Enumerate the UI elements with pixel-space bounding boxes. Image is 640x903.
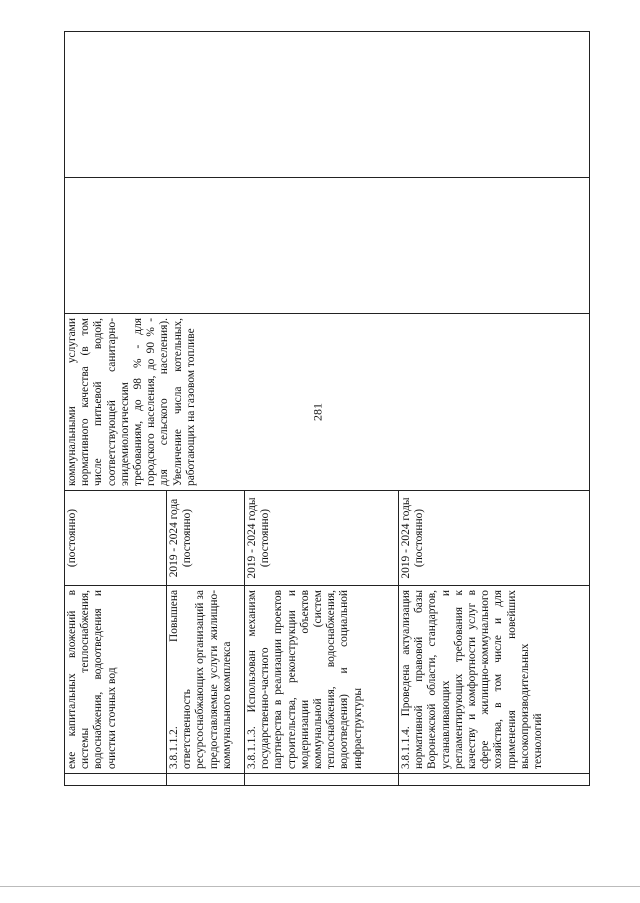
table-container (64, 32, 590, 786)
measure-cell: еме капитальных вложений в системы теплоснабжения, водоснабжения, водоотведения и очистки сточных вод (65, 586, 167, 774)
measure-cell: 3.8.1.1.2. Повышена ответственность ресурсоснабжающих организаций за предоставляемые услуги жилищно-коммунального комплекса (167, 586, 245, 774)
row-number-cell (65, 774, 167, 786)
page-number: 281 (310, 403, 325, 421)
period-cell: 2019 - 2024 года (постоянно) (167, 491, 245, 586)
rotated-table-area (64, 32, 590, 786)
measure-cell: 3.8.1.1.3. Использован механизм государственно-частного партнерства в реализации проектов строительства, реконструкции и модернизации объектов коммунальной (систем теплоснабжения, водоснабжения, водоотведения) и социальной инфраструктуры (245, 586, 399, 774)
empty-cell (65, 32, 590, 178)
document-table (64, 31, 590, 786)
row-number-cell (245, 774, 399, 786)
period-cell: 2019 - 2024 годы (постоянно) (245, 491, 399, 586)
table-row (65, 32, 167, 786)
period-cell: 2019 - 2024 годы (постоянно) (399, 491, 590, 586)
row-number-cell (399, 774, 590, 786)
period-cell: (постоянно) (65, 491, 167, 586)
empty-cell (65, 178, 590, 314)
row-number-cell (167, 774, 245, 786)
page-bottom-divider (0, 886, 640, 887)
result-cell: коммунальными услугами нормативного качества (в том числе питьевой водой, соответствующей санитарно-эпидемиологическим требованиям, до 98 % - для городского населения, до 90 % - для сельского населения). Увеличение числа котельных, работающих на газовом топливе (65, 314, 590, 491)
measure-cell: 3.8.1.1.4. Проведена актуализация нормативной правовой базы Воронежской области, стандартов, устанавливающих и регламентирующих требования к качеству и комфортности услуг в сфере жилищно-коммунального хозяйства, в том числе и для применения новейших высокопроизводительных технологий (399, 586, 590, 774)
